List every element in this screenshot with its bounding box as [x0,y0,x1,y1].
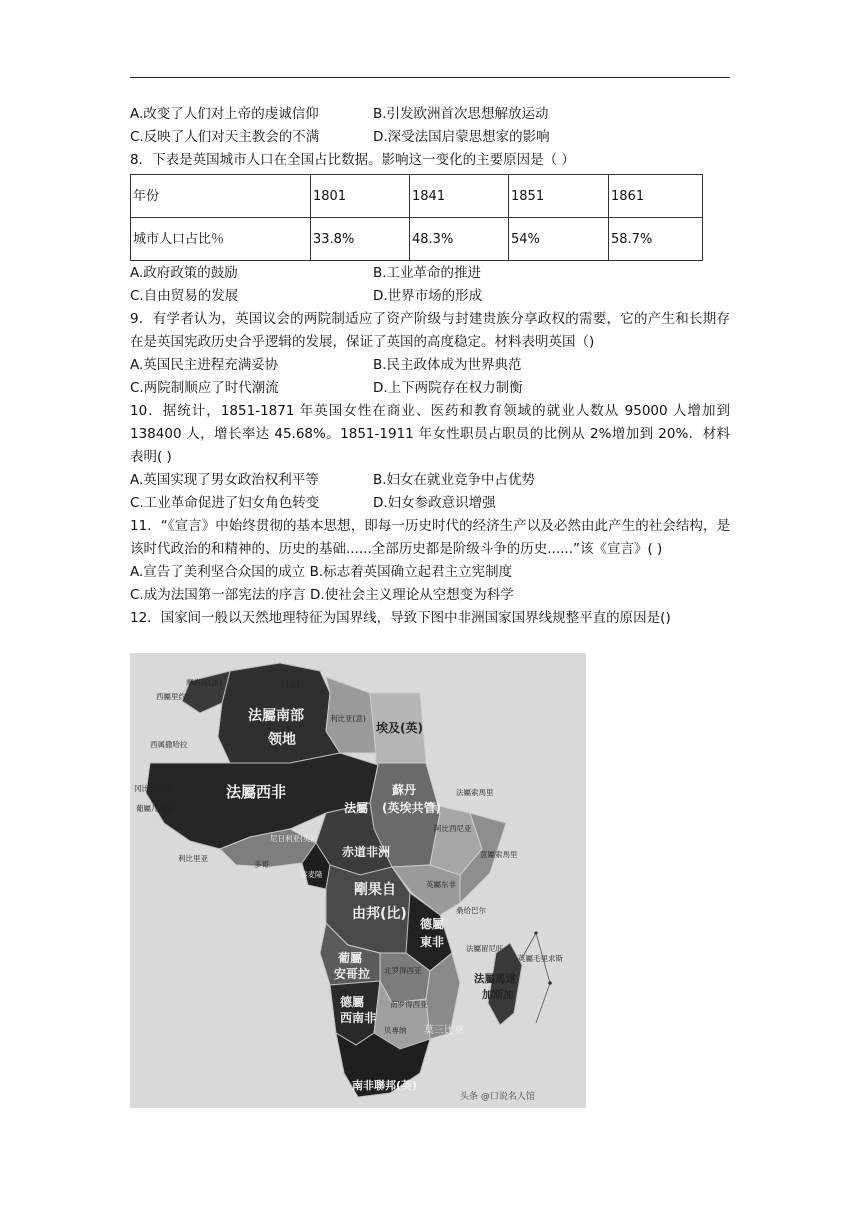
q9-option-b[interactable]: B.民主政体成为世界典范 [373,357,522,373]
label-abyssinia: 阿比西尼亚 [434,824,472,833]
urban-population-table [130,174,703,261]
header-rule [130,77,730,78]
q9-option-a[interactable]: A.英国民主进程充满妥协 [130,357,279,373]
label-sw-1: 德屬 [340,995,365,1009]
table-cell: 1861 [609,175,703,218]
label-fr-eq-1: 法屬 [344,801,369,815]
label-mauritius: 英屬毛里求斯 [518,954,563,963]
exam-content [130,103,730,630]
label-fr-south: 法屬南部 [248,708,304,724]
table-cell: 33.8% [311,218,410,261]
label-somali-it: 意屬索馬里 [480,850,518,859]
q10-option-a[interactable]: A.英国实现了男女政治权利平等 [130,472,319,488]
label-morocco: 摩洛哥(法) [186,678,222,687]
q8-stem: 8．下表是英国城市人口在全国占比数据。影响这一变化的主要原因是（ ） [130,152,575,168]
label-sr: 南罗得西亚 [390,1000,428,1009]
q10-option-d[interactable]: D.妇女参政意识增强 [373,495,496,511]
q7-option-a[interactable]: A.改变了人们对上帝的虔诚信仰 [130,106,319,122]
label-fr-south-2: 领地 [268,732,296,748]
label-libya: 利比亚(意) [330,714,366,723]
q11-option-d[interactable]: D.使社会主义理论从空想变为科学 [310,587,514,603]
label-cameroon: 喀麦隆 [300,870,323,879]
q10-stem: 10．据统计，1851-1871 年英国女性在商业、医药和教育领域的就业人数从 95000 人增加到 138400 人，增长率达 45.68%。1851-1911 年女性职员占职员的比例从 2%增加到 20%．材料表明( ) [130,403,730,465]
q10-option-b[interactable]: B.妇女在就业竞争中占优势 [373,472,536,488]
label-kenya: 英屬东非 [426,880,456,889]
table-cell: 54% [509,218,609,261]
q9-options-row-1 [130,354,730,377]
q11-options-row-2 [130,584,730,607]
q8-options-row-2 [130,285,730,308]
q10-options-row-1 [130,469,730,492]
label-sw-2: 西南非 [340,1011,377,1025]
label-congo-2: 由邦(比) [352,906,407,922]
q8-options-row-1 [130,262,730,285]
label-madagascar-2: 加斯加 [482,989,514,1001]
label-egypt: 埃及(英) [376,721,423,735]
table-cell: 年份 [131,175,311,218]
label-guinea: 葡屬几内亚 [136,804,174,813]
label-angola-1: 葡屬 [338,951,363,965]
table-cell: 58.7% [609,218,703,261]
label-fr-somali: 法屬索馬里 [456,788,494,797]
q11-options-row-1 [130,561,730,584]
q9-option-c[interactable]: C.两院制顺应了时代潮流 [130,380,279,396]
table-cell: 1841 [410,175,509,218]
label-south-africa: 南非聯邦(英) [352,1079,418,1092]
q10-option-c[interactable]: C.工业革命促进了妇女角色转变 [130,495,320,511]
label-rhodesia: 北罗得西亚 [384,966,422,975]
label-tunis: (法) [286,680,300,689]
q9-options-row-2 [130,377,730,400]
q8-option-b[interactable]: B.工业革命的推进 [373,265,482,281]
label-angola-2: 安哥拉 [334,967,371,981]
label-ger-east-2: 東非 [420,935,445,949]
table-cell: 48.3% [410,218,509,261]
table-cell: 1801 [311,175,410,218]
map-callout-lines [522,933,550,1023]
label-mozambique: 莫三比克 [424,1025,464,1036]
q10-options-row-2 [130,492,730,515]
label-togo: 多哥 [254,860,269,869]
label-zanzibar: 桑给巴尔 [456,906,486,915]
q8-option-c[interactable]: C.自由贸易的发展 [130,288,239,304]
map-watermark: 头条 @口说名人馆 [460,1092,535,1102]
label-liberia: 利比里亚 [178,854,208,863]
label-reunion: 法屬留尼旺 [466,944,504,953]
label-ger-east-1: 德屬 [420,917,445,931]
label-sudan: 蘇丹 [392,783,417,797]
q11-option-a[interactable]: A.宣告了美利坚合众国的成立 [130,564,306,580]
label-sudan-2: (英埃共管) [382,801,441,815]
q7-options-row-1 [130,103,730,126]
q11-stem: 11．“《宣言》中始终贯彻的基本思想，即每一历史时代的经济生产以及必然由此产生的社会结构，是该时代政治的和精神的、历史的基础......全部历史都是阶级斗争的历史......”该《宣言》( ) [130,518,730,557]
q11-option-b[interactable]: B.标志着英国确立起君主立宪制度 [309,564,513,580]
table-row [131,175,703,218]
africa-colonial-map [130,653,586,1108]
label-bech: 贝專纳 [384,1026,407,1035]
label-madagascar-1: 法屬馬達 [474,973,516,985]
q11-option-c[interactable]: C.成为法国第一部宪法的序言 [130,587,306,603]
label-wsahara: 西属撒哈拉 [150,740,188,749]
q12-stem: 12．国家间一般以天然地理特征为国界线，导致下图中非洲国家国界线规整平直的原因是() [130,610,671,626]
q7-options-row-2 [130,126,730,149]
q8-option-d[interactable]: D.世界市场的形成 [373,288,483,304]
table-cell: 1851 [509,175,609,218]
island-dot [548,981,552,985]
table-cell: 城市人口占比％ [131,218,311,261]
q9-option-d[interactable]: D.上下两院存在权力制衡 [373,380,523,396]
label-senegal: 冈比亚(英) [134,784,170,793]
label-fr-eq-2: 赤道非洲 [342,845,391,859]
q7-option-c[interactable]: C.反映了人们对天主教会的不满 [130,129,320,145]
island-dot [534,931,537,934]
label-fr-west: 法屬西非 [226,783,287,801]
label-nigeria: 尼日利亚(英) [270,834,314,843]
label-congo-1: 剛果自 [354,882,396,898]
q7-option-d[interactable]: D.深受法国启蒙思想家的影响 [373,129,550,145]
label-rio: 西屬里约 [156,692,186,701]
q9-stem: 9．有学者认为，英国议会的两院制适应了资产阶级与封建贵族分享政权的需要，它的产生和长期存在是英国宪政历史合乎逻辑的发展，保证了英国的高度稳定。材料表明英国（) [130,311,730,350]
q8-option-a[interactable]: A.政府政策的鼓励 [130,265,238,281]
q7-option-b[interactable]: B.引发欧洲首次思想解放运动 [373,106,549,122]
table-row [131,218,703,261]
